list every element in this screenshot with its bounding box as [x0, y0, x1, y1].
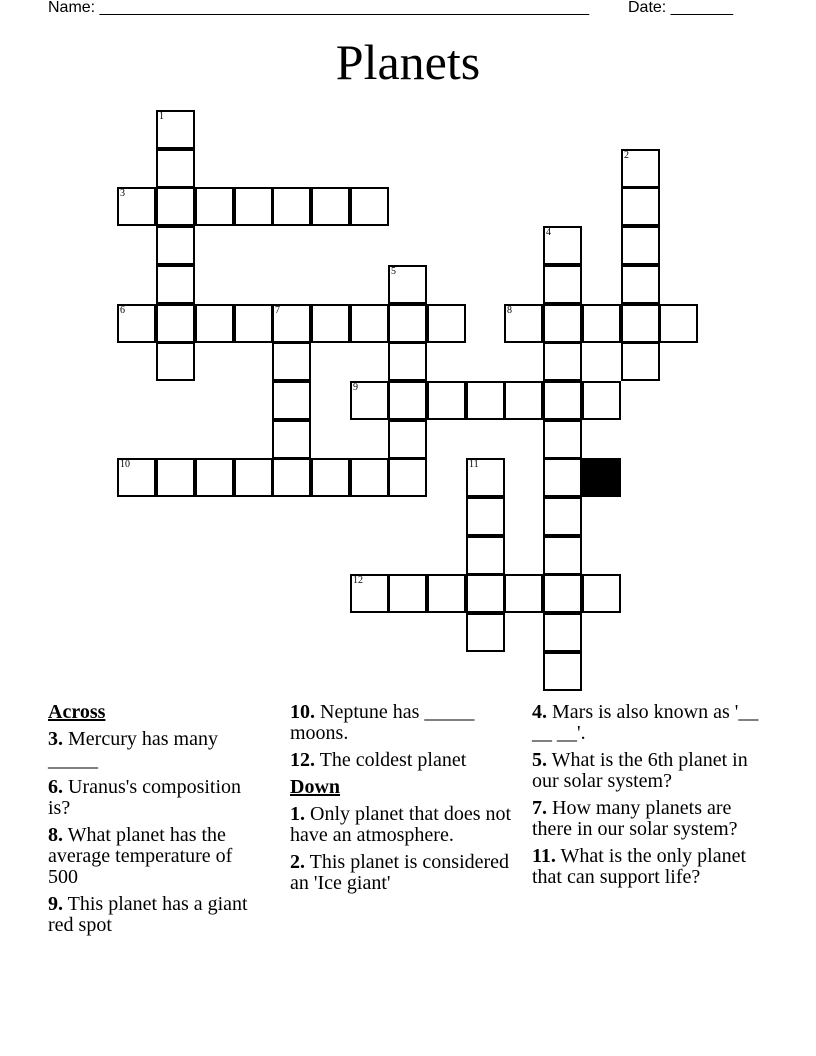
- grid-cell[interactable]: [156, 458, 195, 497]
- grid-cell[interactable]: [543, 574, 582, 613]
- clue-number: 7: [275, 305, 280, 316]
- clue-number: 10: [120, 459, 130, 470]
- clue-number-label: 12.: [290, 749, 315, 771]
- across-clue-list: [48, 729, 263, 936]
- grid-cell[interactable]: [156, 110, 195, 149]
- grid-cell[interactable]: [466, 458, 505, 497]
- grid-cell[interactable]: [156, 226, 195, 265]
- grid-cell[interactable]: [621, 226, 660, 265]
- grid-cell[interactable]: [156, 187, 195, 226]
- grid-cell[interactable]: [621, 149, 660, 188]
- grid-cell[interactable]: [466, 613, 505, 652]
- clue-text: Neptune has _____ moons.: [290, 701, 475, 744]
- grid-cell[interactable]: [350, 187, 389, 226]
- grid-cell[interactable]: [582, 381, 621, 420]
- clue-number-label: 1.: [290, 803, 305, 825]
- clue-number: 6: [120, 305, 125, 316]
- grid-cell[interactable]: [272, 458, 311, 497]
- down-clue: [532, 846, 768, 888]
- grid-cell[interactable]: [388, 342, 427, 381]
- grid-cell[interactable]: [466, 497, 505, 536]
- clues-column-3: [532, 702, 768, 894]
- grid-cell[interactable]: [272, 381, 311, 420]
- grid-cell[interactable]: [543, 342, 582, 381]
- grid-cell[interactable]: [621, 342, 660, 381]
- down-clue-list-continued: [532, 702, 768, 888]
- clue-number: 12: [353, 575, 363, 586]
- grid-cell[interactable]: [234, 458, 273, 497]
- clues-column-2: [290, 702, 526, 900]
- grid-cell[interactable]: [582, 574, 621, 613]
- clue-number-label: 3.: [48, 728, 63, 750]
- grid-cell[interactable]: [195, 187, 234, 226]
- clue-number: 3: [120, 188, 125, 199]
- clue-text: The coldest planet: [315, 749, 467, 771]
- grid-cell[interactable]: [350, 381, 389, 420]
- clue-number-label: 4.: [532, 701, 547, 723]
- grid-cell[interactable]: [156, 149, 195, 188]
- down-clue: [532, 750, 768, 792]
- grid-cell[interactable]: [466, 381, 505, 420]
- grid-cell[interactable]: [543, 381, 582, 420]
- clue-number: 8: [507, 305, 512, 316]
- grid-cell[interactable]: [427, 381, 466, 420]
- grid-cell[interactable]: [621, 265, 660, 304]
- grid-cell[interactable]: [543, 652, 582, 691]
- down-clue-list: [290, 804, 526, 894]
- name-field-label: Name: _______________________________________________________: [48, 0, 589, 16]
- grid-cell[interactable]: [621, 187, 660, 226]
- down-heading: Down: [290, 776, 341, 798]
- grid-cell[interactable]: [543, 226, 582, 265]
- grid-cell[interactable]: [543, 497, 582, 536]
- grid-cell[interactable]: [543, 613, 582, 652]
- grid-cell[interactable]: [156, 304, 195, 343]
- clue-text: How many planets are there in our solar system?: [532, 797, 738, 840]
- clue-text: What is the 6th planet in our solar system?: [532, 749, 748, 792]
- clue-number-label: 9.: [48, 893, 63, 915]
- grid-cell[interactable]: [543, 304, 582, 343]
- down-clue: [290, 852, 526, 894]
- grid-cell[interactable]: [156, 265, 195, 304]
- clue-number: 1: [159, 111, 164, 122]
- grid-cell[interactable]: [156, 342, 195, 381]
- clue-text: This planet has a giant red spot: [48, 893, 248, 936]
- clue-text: Uranus's composition is?: [48, 776, 242, 819]
- clue-text: What planet has the average temperature of 500: [48, 824, 233, 888]
- across-clue: [48, 729, 263, 771]
- grid-cell[interactable]: [272, 342, 311, 381]
- grid-cell[interactable]: [543, 265, 582, 304]
- clue-text: What is the only planet that can support life?: [532, 845, 747, 888]
- down-clue: [532, 702, 768, 744]
- clue-number-label: 2.: [290, 851, 305, 873]
- clue-text: Mars is also known as '__ __ __'.: [532, 701, 759, 744]
- grid-cell[interactable]: [388, 574, 427, 613]
- grid-cell[interactable]: [272, 304, 311, 343]
- grid-cell[interactable]: [234, 187, 273, 226]
- grid-cell[interactable]: [427, 304, 466, 343]
- grid-cell[interactable]: [504, 574, 543, 613]
- down-clue: [532, 798, 768, 840]
- grid-cell[interactable]: [543, 420, 582, 459]
- grid-cell[interactable]: [350, 458, 389, 497]
- grid-cell[interactable]: [311, 187, 350, 226]
- clue-number: 5: [391, 266, 396, 277]
- grid-cell[interactable]: [427, 574, 466, 613]
- grid-cell[interactable]: [388, 381, 427, 420]
- clue-text: Mercury has many _____: [48, 728, 218, 771]
- grid-cell[interactable]: [272, 187, 311, 226]
- clue-number-label: 8.: [48, 824, 63, 846]
- across-heading: Across: [48, 701, 106, 723]
- across-clue: [290, 702, 526, 744]
- clue-number: 4: [546, 227, 551, 238]
- clue-number-label: 11.: [532, 845, 556, 867]
- grid-cell[interactable]: [466, 536, 505, 575]
- down-clue: [290, 804, 526, 846]
- grid-cell[interactable]: [117, 458, 156, 497]
- across-clue-list-continued: [290, 702, 526, 771]
- grid-cell[interactable]: [272, 420, 311, 459]
- date-field-label: Date: _______: [628, 0, 733, 16]
- clues-column-1: [48, 702, 263, 942]
- grid-cell[interactable]: [466, 574, 505, 613]
- clue-number: 2: [624, 150, 629, 161]
- grid-cell[interactable]: [350, 574, 389, 613]
- clue-text: Only planet that does not have an atmosphere.: [290, 803, 512, 846]
- grid-cell[interactable]: [543, 458, 582, 497]
- grid-cell[interactable]: [195, 458, 234, 497]
- clue-number-label: 10.: [290, 701, 315, 723]
- grid-cell[interactable]: [504, 304, 543, 343]
- grid-cell[interactable]: [582, 304, 621, 343]
- across-clue: [48, 825, 263, 888]
- grid-cell[interactable]: [234, 304, 273, 343]
- grid-cell[interactable]: [117, 304, 156, 343]
- grid-cell[interactable]: [311, 304, 350, 343]
- page-title: Planets: [335, 34, 481, 90]
- grid-cell[interactable]: [311, 458, 350, 497]
- grid-cell[interactable]: [388, 265, 427, 304]
- grid-cell[interactable]: [543, 536, 582, 575]
- across-clue: [48, 894, 263, 936]
- grid-cell[interactable]: [659, 304, 698, 343]
- grid-cell[interactable]: [504, 381, 543, 420]
- clue-number: 11: [469, 459, 479, 470]
- clue-text: This planet is considered an 'Ice giant': [290, 851, 510, 894]
- grid-cell[interactable]: [117, 187, 156, 226]
- grid-cell[interactable]: [621, 304, 660, 343]
- clue-number-label: 6.: [48, 776, 63, 798]
- across-clue: [290, 750, 526, 771]
- black-square: [582, 458, 621, 497]
- grid-cell[interactable]: [350, 304, 389, 343]
- grid-cell[interactable]: [388, 458, 427, 497]
- across-clue: [48, 777, 263, 819]
- grid-cell[interactable]: [195, 304, 234, 343]
- clue-number-label: 7.: [532, 797, 547, 819]
- clue-number-label: 5.: [532, 749, 547, 771]
- grid-cell[interactable]: [388, 304, 427, 343]
- clue-number: 9: [353, 382, 358, 393]
- grid-cell[interactable]: [388, 420, 427, 459]
